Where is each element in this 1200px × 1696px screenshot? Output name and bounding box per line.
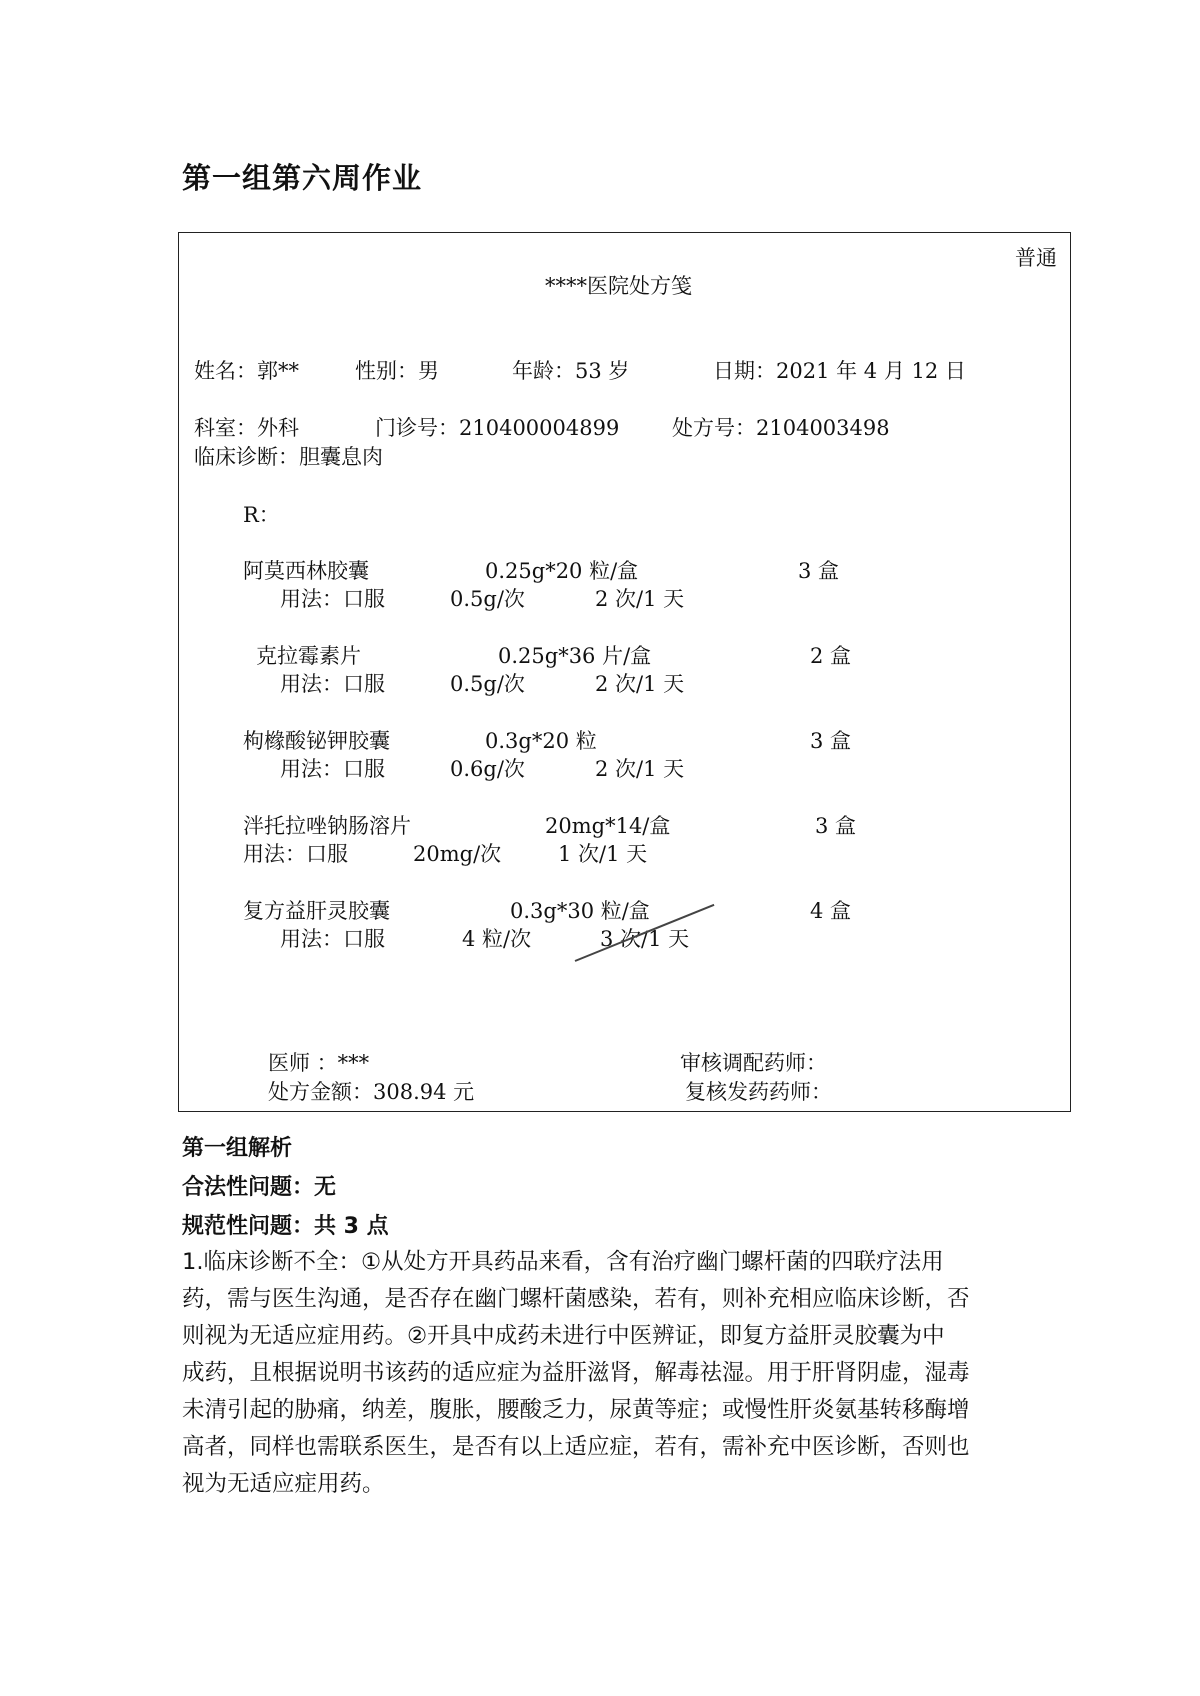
drug-name: 复方益肝灵胶囊 (243, 899, 390, 923)
prescription-number: 处方号：2104003498 (672, 416, 890, 440)
page-title: 第一组第六周作业 (182, 161, 423, 195)
analysis-line: 未清引起的胁痛，纳差，腹胀，腰酸乏力，尿黄等症；或慢性肝炎氨基转移酶增 (182, 1397, 970, 1423)
drug-quantity: 3 盒 (798, 559, 840, 583)
reviewer-pharmacist: 审核调配药师： (680, 1051, 827, 1075)
drug-usage: 用法：口服 (280, 587, 385, 611)
drug-frequency: 3 次/1 天 (600, 927, 690, 951)
drug-dose: 0.6g/次 (450, 757, 525, 781)
patient-gender: 性别：男 (355, 359, 439, 383)
prescription-amount: 处方金额：308.94 元 (268, 1080, 475, 1104)
analysis-paragraph (182, 1244, 1022, 1503)
standard-issue: 规范性问题：共 3 点 (182, 1214, 389, 1239)
department: 科室：外科 (194, 416, 299, 440)
drug-quantity: 3 盒 (815, 814, 857, 838)
drug-name: 泮托拉唑钠肠溶片 (243, 814, 411, 838)
patient-name: 姓名：郭** (194, 359, 299, 383)
drug-frequency: 2 次/1 天 (595, 672, 685, 696)
analysis-heading: 第一组解析 (182, 1136, 293, 1161)
patient-age: 年龄：53 岁 (512, 359, 630, 383)
analysis-line: 则视为无适应症用药。②开具中成药未进行中医辨证，即复方益肝灵胶囊为中 (182, 1323, 945, 1349)
clinic-number: 门诊号：210400004899 (375, 416, 620, 440)
analysis-line: 1.临床诊断不全：①从处方开具药品来看，含有治疗幽门螺杆菌的四联疗法用 (182, 1249, 944, 1275)
analysis-line: 高者，同样也需联系医生，是否有以上适应症，若有，需补充中医诊断，否则也 (182, 1434, 970, 1460)
drug-name: 阿莫西林胶囊 (243, 559, 369, 583)
drug-usage: 用法：口服 (280, 672, 385, 696)
drug-usage: 用法：口服 (243, 842, 348, 866)
clinical-diagnosis: 临床诊断：胆囊息肉 (194, 445, 383, 469)
prescription-date: 日期：2021 年 4 月 12 日 (713, 359, 966, 383)
drug-frequency: 1 次/1 天 (558, 842, 648, 866)
drug-dose: 0.5g/次 (450, 672, 525, 696)
drug-name: 克拉霉素片 (256, 644, 361, 668)
drug-usage: 用法：口服 (280, 927, 385, 951)
drug-dose: 20mg/次 (413, 842, 502, 866)
drug-spec: 0.3g*30 粒/盒 (510, 899, 650, 923)
prescription-header: ****医院处方笺 (545, 274, 692, 298)
drug-spec: 0.3g*20 粒 (485, 729, 597, 753)
drug-dose: 4 粒/次 (462, 927, 532, 951)
drug-spec: 0.25g*36 片/盒 (498, 644, 652, 668)
drug-quantity: 3 盒 (810, 729, 852, 753)
doctor: 医师 ：*** (268, 1051, 370, 1075)
drug-usage: 用法：口服 (280, 757, 385, 781)
drug-name: 枸橼酸铋钾胶囊 (243, 729, 390, 753)
drug-frequency: 2 次/1 天 (595, 587, 685, 611)
prescription-type: 普通 (1015, 246, 1057, 270)
analysis-line: 药，需与医生沟通，是否存在幽门螺杆菌感染，若有，则补充相应临床诊断，否 (182, 1286, 970, 1312)
drug-frequency: 2 次/1 天 (595, 757, 685, 781)
analysis-line: 视为无适应症用药。 (182, 1471, 385, 1497)
legality-issue: 合法性问题：无 (182, 1175, 337, 1200)
analysis-line: 成药，且根据说明书该药的适应症为益肝滋肾，解毒祛湿。用于肝肾阴虚，湿毒 (182, 1360, 970, 1386)
drug-quantity: 2 盒 (810, 644, 852, 668)
drug-dose: 0.5g/次 (450, 587, 525, 611)
dispensing-pharmacist: 复核发药药师： (685, 1080, 832, 1104)
r-label: R： (243, 503, 280, 527)
drug-spec: 20mg*14/盒 (545, 814, 671, 838)
drug-spec: 0.25g*20 粒/盒 (485, 559, 639, 583)
drug-quantity: 4 盒 (810, 899, 852, 923)
